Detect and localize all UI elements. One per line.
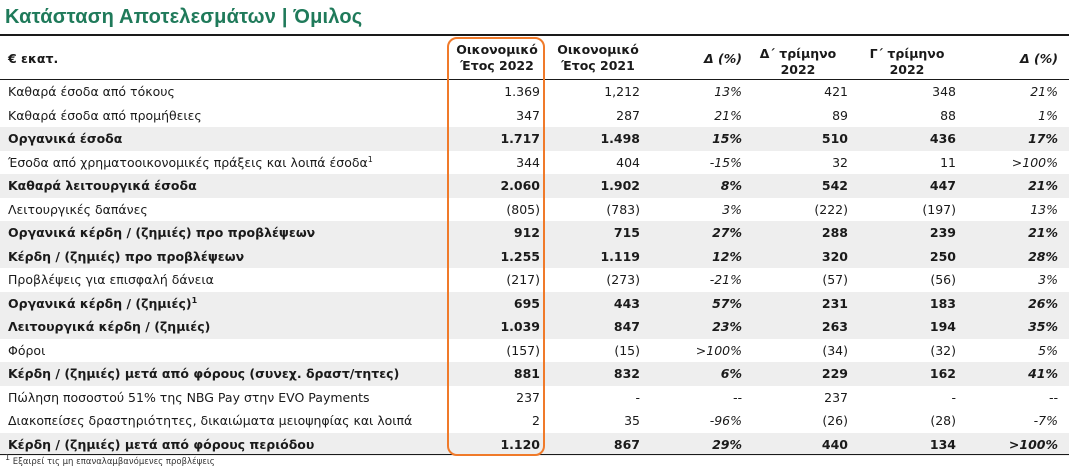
value-q4-2022: 440 [821, 436, 848, 452]
value-q3-2022: 183 [929, 295, 956, 311]
row-label [8, 386, 370, 410]
value-fy2021: 1.498 [600, 131, 640, 146]
value-q3-2022: 194 [929, 319, 956, 334]
table-row [0, 315, 1069, 339]
value-fy2021: 1.119 [600, 248, 640, 264]
value-change-quarterly: 5% [1038, 342, 1058, 358]
value-fy2021: 443 [613, 295, 640, 311]
value-change-quarterly: 28% [1028, 248, 1058, 264]
value-change-quarterly: 21% [1028, 225, 1058, 240]
value-q3-2022: 239 [929, 225, 956, 240]
row-label-text: Καθαρά λειτουργικά έσοδα [8, 178, 197, 193]
value-change-annual: 21% [714, 107, 742, 123]
value-change-quarterly: >100% [1011, 154, 1058, 170]
value-fy2022: 1.120 [500, 436, 540, 452]
row-label-text: Καθαρά έσοδα από τόκους [8, 84, 175, 99]
value-change-annual: 13% [714, 84, 742, 99]
value-change-quarterly: 21% [1028, 178, 1058, 193]
value-change-annual: 12% [712, 248, 742, 264]
footnote [5, 453, 215, 467]
value-q4-2022: 89 [832, 107, 848, 123]
table-row [0, 80, 1069, 104]
value-change-quarterly: 41% [1028, 366, 1058, 381]
value-fy2022: (805) [506, 201, 540, 217]
row-label-text: Καθαρά έσοδα από προμήθειες [8, 107, 202, 123]
header-q4-line2: 2022 [780, 62, 816, 77]
row-label-text: Προβλέψεις για επισφαλή δάνεια [8, 272, 214, 287]
value-q4-2022: 288 [821, 225, 848, 240]
row-label [8, 433, 314, 457]
value-fy2022: 1.255 [500, 248, 540, 264]
value-fy2022: (157) [506, 342, 540, 358]
value-change-annual: >100% [695, 342, 742, 358]
value-fy2021: 287 [616, 107, 640, 123]
value-q3-2022: 11 [940, 154, 956, 170]
value-fy2022: 1.369 [504, 84, 540, 99]
row-label [8, 198, 148, 222]
value-change-annual: 29% [712, 436, 742, 452]
row-label [8, 292, 197, 316]
value-q4-2022: 237 [824, 389, 848, 405]
header-q3-line2: 2022 [889, 62, 925, 77]
row-label-text: Φόροι [8, 342, 46, 358]
value-fy2022: 1.039 [500, 319, 540, 334]
header-unit-label: € εκατ. [8, 50, 59, 66]
value-fy2022: 344 [516, 154, 540, 170]
value-fy2022: 695 [513, 295, 540, 311]
row-label-text: Κέρδη / (ζημιές) προ προβλέψεων [8, 248, 245, 264]
value-q3-2022: (28) [930, 413, 956, 428]
header-fy2022-line1: Οικονομικό [456, 42, 538, 57]
table-row [0, 151, 1069, 175]
header-fy2021 [548, 38, 648, 78]
value-change-quarterly: -7% [1033, 413, 1058, 428]
value-fy2022: 2 [532, 413, 540, 428]
table-row [0, 339, 1069, 363]
table-header [0, 38, 1069, 78]
value-fy2021: 832 [613, 366, 640, 381]
row-label-text: Κέρδη / (ζημιές) μετά από φόρους περιόδου [8, 436, 315, 452]
value-q3-2022: 436 [929, 131, 956, 146]
value-fy2021: 847 [613, 319, 640, 334]
row-footnote-mark: 1 [191, 295, 198, 305]
value-fy2022: 347 [516, 107, 540, 123]
row-label [8, 339, 45, 363]
row-label-text: Οργανικά κέρδη / (ζημιές) [8, 295, 192, 311]
value-q3-2022: 250 [929, 248, 956, 264]
row-label [8, 127, 122, 151]
header-change-quarterly: Δ (%) [1020, 50, 1058, 66]
table-row [0, 198, 1069, 222]
header-q4-line1: Δ΄ τρίμηνο [759, 46, 837, 61]
header-q3-line1: Γ΄ τρίμηνο [869, 46, 945, 61]
value-q3-2022: 348 [932, 84, 956, 99]
value-change-quarterly: -- [1048, 389, 1058, 405]
value-q4-2022: 320 [821, 248, 848, 264]
table-row [0, 104, 1069, 128]
row-label-text: Οργανικά κέρδη / (ζημιές) προ προβλέψεων [8, 225, 316, 240]
value-change-quarterly: 1% [1038, 107, 1058, 123]
row-label [8, 409, 412, 433]
value-change-annual: 57% [712, 295, 742, 311]
row-label [8, 268, 214, 292]
table-row [0, 174, 1069, 198]
row-label-text: Λειτουργικά κέρδη / (ζημιές) [8, 319, 211, 334]
value-change-quarterly: 3% [1038, 272, 1058, 287]
value-q4-2022: 421 [824, 84, 848, 99]
value-fy2021: 1,212 [604, 84, 640, 99]
value-fy2022: (217) [506, 272, 540, 287]
table-row [0, 433, 1069, 457]
value-q4-2022: (222) [814, 201, 848, 217]
value-change-annual: -21% [709, 272, 742, 287]
value-q4-2022: 510 [821, 131, 848, 146]
value-fy2022: 237 [516, 389, 540, 405]
table-row [0, 362, 1069, 386]
row-footnote-mark: 1 [367, 154, 373, 164]
value-fy2021: (15) [614, 342, 640, 358]
value-change-quarterly: 21% [1030, 84, 1058, 99]
value-change-annual: -15% [709, 154, 742, 170]
value-fy2021: 404 [616, 154, 640, 170]
value-fy2021: (783) [606, 201, 640, 217]
value-q4-2022: 231 [821, 295, 848, 311]
header-change-annual: Δ (%) [704, 50, 742, 66]
table-row [0, 221, 1069, 245]
value-q4-2022: 263 [821, 319, 848, 334]
header-fy2021-line1: Οικονομικό [557, 42, 639, 57]
table-row [0, 245, 1069, 269]
value-q3-2022: (56) [930, 272, 956, 287]
value-q4-2022: (34) [822, 342, 848, 358]
value-fy2021: (273) [606, 272, 640, 287]
header-q3-2022 [858, 38, 956, 78]
header-fy2022 [448, 38, 546, 78]
value-change-annual: 27% [712, 225, 742, 240]
page-title: Κατάσταση Αποτελεσμάτων | Όμιλος [5, 6, 363, 28]
value-q3-2022: (197) [922, 201, 956, 217]
table-row [0, 292, 1069, 316]
value-q4-2022: (26) [822, 413, 848, 428]
value-change-annual: 15% [712, 131, 742, 146]
value-q4-2022: 229 [821, 366, 848, 381]
value-fy2022: 1.717 [500, 131, 540, 146]
footnote-text: Εξαιρεί τις μη επαναλαμβανόμενες προβλέψεις [12, 457, 215, 467]
value-change-quarterly: 13% [1030, 201, 1058, 217]
header-q4-2022 [748, 38, 848, 78]
row-label-text: Έσοδα από χρηματοοικονομικές πράξεις και λοιπά έσοδα [8, 154, 368, 170]
value-change-annual: -- [732, 389, 742, 405]
value-q4-2022: 32 [832, 154, 848, 170]
row-label [8, 104, 202, 128]
row-label-text: Πώληση ποσοστού 51% της NBG Pay στην EVO Payments [8, 389, 370, 405]
value-q3-2022: 162 [929, 366, 956, 381]
header-fy2022-line2: Έτος 2022 [460, 58, 534, 73]
row-label-text: Κέρδη / (ζημιές) μετά από φόρους (συνεχ. δραστ/τητες) [8, 366, 400, 381]
table-row [0, 409, 1069, 433]
value-q4-2022: 542 [821, 178, 848, 193]
row-label-text: Οργανικά έσοδα [8, 131, 123, 146]
value-fy2022: 912 [513, 225, 540, 240]
value-fy2021: - [635, 389, 640, 405]
value-fy2021: 715 [613, 225, 640, 240]
value-change-quarterly: 26% [1028, 295, 1058, 311]
value-q3-2022: 88 [940, 107, 956, 123]
row-label [8, 174, 197, 198]
value-change-annual: -96% [709, 413, 742, 428]
row-label [8, 245, 244, 269]
row-label [8, 151, 373, 175]
value-change-annual: 23% [712, 319, 742, 334]
table-row [0, 268, 1069, 292]
value-change-annual: 6% [720, 366, 742, 381]
table-row [0, 386, 1069, 410]
value-change-quarterly: 35% [1028, 319, 1058, 334]
value-q3-2022: 447 [929, 178, 956, 193]
row-label [8, 362, 399, 386]
table-row [0, 127, 1069, 151]
value-fy2021: 867 [613, 436, 640, 452]
value-fy2022: 2.060 [500, 178, 540, 193]
value-change-quarterly: 17% [1028, 131, 1058, 146]
value-change-annual: 3% [722, 201, 742, 217]
header-fy2021-line2: Έτος 2021 [561, 58, 635, 73]
value-fy2022: 881 [513, 366, 540, 381]
table-bottom-divider [0, 454, 1069, 455]
footnote-mark: 1 [5, 453, 11, 463]
value-change-annual: 8% [720, 178, 742, 193]
value-fy2021: 35 [624, 413, 640, 428]
row-label [8, 221, 315, 245]
row-label [8, 80, 175, 104]
value-q3-2022: - [951, 389, 956, 405]
title-divider [0, 34, 1069, 36]
row-label [8, 315, 210, 339]
value-fy2021: 1.902 [600, 178, 640, 193]
table-body [0, 80, 1069, 456]
value-change-quarterly: >100% [1008, 436, 1058, 452]
value-q3-2022: 134 [929, 436, 956, 452]
row-label-text: Διακοπείσες δραστηριότητες, δικαιώματα μειοψηφίας και λοιπά [8, 413, 413, 428]
value-q3-2022: (32) [930, 342, 956, 358]
row-label-text: Λειτουργικές δαπάνες [8, 201, 148, 217]
value-q4-2022: (57) [822, 272, 848, 287]
